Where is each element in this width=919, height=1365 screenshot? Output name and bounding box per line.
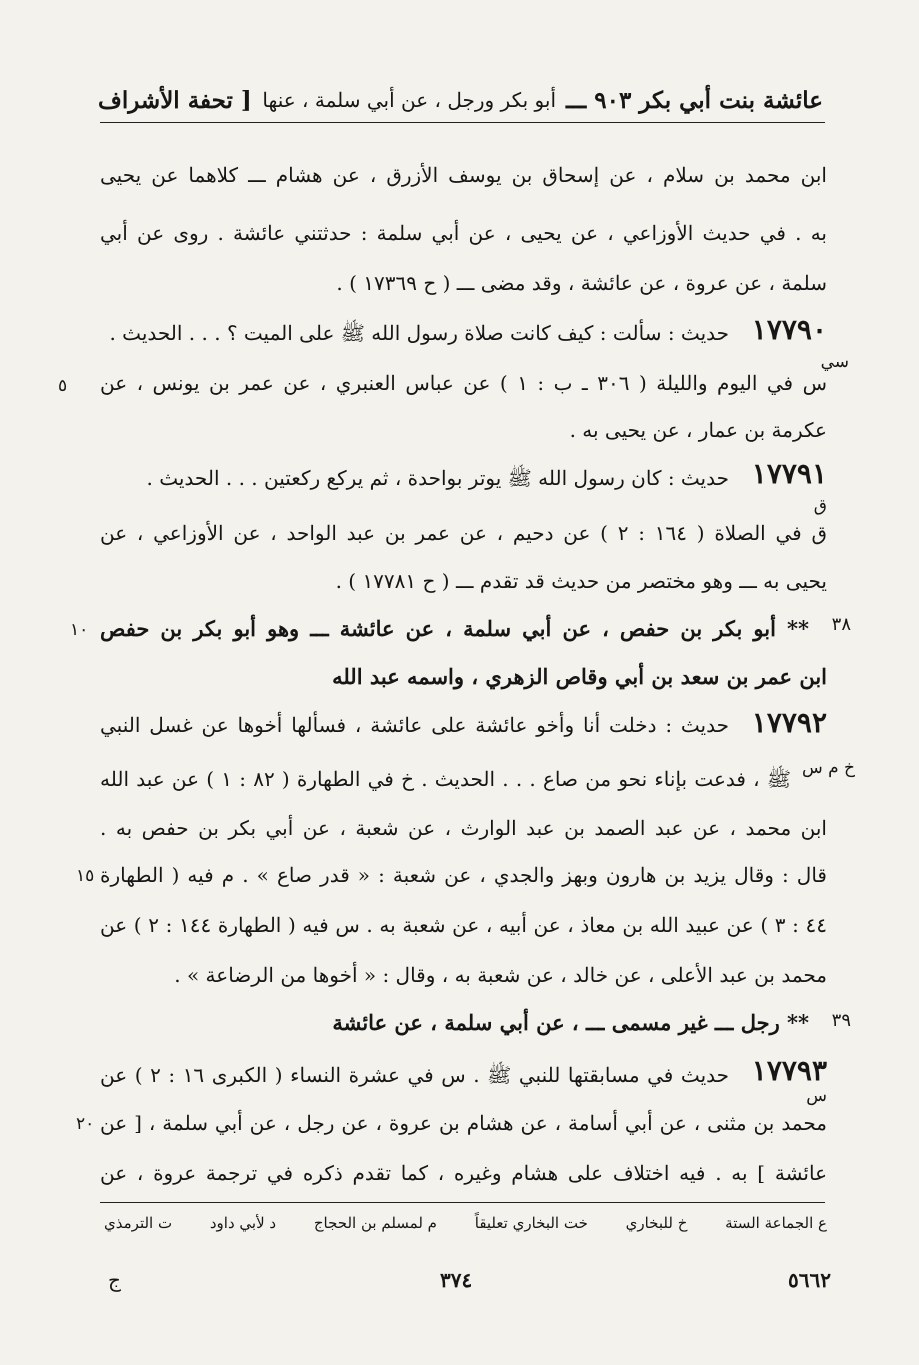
section-marker: ٣٩: [831, 1010, 851, 1031]
legend-item: م لمسلم بن الحجاج: [313, 1214, 437, 1232]
body-line: سلمة ، عن عروة ، عن عائشة ، وقد مضى ـــ ( ح ١٧٣٦٩ ) .: [336, 271, 827, 295]
legend-item: د لأبي داود: [209, 1214, 277, 1232]
volume-number: ٥٦٦٢: [788, 1268, 831, 1292]
header-right: عائشة بنت أبي بكر ٩٠٣ ـــ: [566, 86, 823, 114]
line-number: ٥: [58, 376, 68, 396]
entry-number: ١٧٧٩١: [751, 457, 827, 490]
body-line: ابن محمد بن سلام ، عن إسحاق بن يوسف الأزرق ، عن هشام ـــ كلاهما عن يحيى: [100, 163, 827, 187]
entry-sigla: ق: [813, 496, 827, 516]
legend-item: خت البخاري تعليقاً: [474, 1214, 588, 1232]
entry-line: ق في الصلاة ( ١٦٤ : ٢ ) عن دحيم ، عن عمر بن عبد الواحد ، عن الأوزاعي ، عن: [100, 521, 827, 545]
header-left: [ تحفة الأشراف: [98, 86, 252, 114]
legend-item: ع الجماعة الستة: [725, 1214, 827, 1232]
entry-sigla: سي: [820, 352, 849, 372]
section-marker: ٣٨: [831, 614, 851, 635]
entry-line: حديث : كان رسول الله ﷺ يوتر بواحدة ، ثم يركع ركعتين . . . الحديث .: [146, 466, 729, 490]
entry-line: حديث في مسابقتها للنبي ﷺ . س في عشرة النساء ( الكبرى ١٦ : ٢ ) عن: [100, 1063, 729, 1087]
page-number: ٣٧٤: [440, 1268, 473, 1292]
entry-line: حديث : سألت : كيف كانت صلاة رسول الله ﷺ على الميت ؟ . . . الحديث .: [109, 321, 729, 345]
entry-line: ابن محمد ، عن عبد الصمد بن عبد الوارث ، عن شعبة ، عن أبي بكر بن حفص به .: [100, 816, 827, 840]
entry-line: قال : وقال يزيد بن هارون وبهز والجدي ، عن شعبة : « قدر صاع » . م فيه ( الطهارة: [100, 863, 827, 887]
entry-number: ١٧٧٩٠: [751, 313, 827, 346]
legend-item: خ للبخاري: [625, 1214, 688, 1232]
entry-line: عائشة ] به . فيه اختلاف على هشام وغيره ، كما تقدم ذكره في ترجمة عروة ، عن: [100, 1161, 827, 1185]
entry-line: ﷺ ، فدعت بإناء نحو من صاع . . . الحديث . خ في الطهارة ( ٨٢ : ١ ) عن عبد الله: [100, 767, 791, 791]
legend-item: ت الترمذي: [104, 1214, 173, 1232]
entry-line: محمد بن مثنى ، عن أبي أسامة ، عن هشام بن عروة ، عن رجل ، عن أبي سلمة ، [ عن: [100, 1111, 827, 1135]
running-header: [98, 80, 823, 120]
section-heading-line: ** رجل ـــ غير مسمى ـــ ، عن أبي سلمة ، عن عائشة: [332, 1010, 809, 1035]
line-number: ١٥: [76, 866, 95, 886]
entry-line: ٤٤ : ٣ ) عن عبيد الله بن معاذ ، عن أبيه ، عن شعبة به . س فيه ( الطهارة ١٤٤ : ٢ ) عن: [100, 913, 827, 937]
entry-line: محمد بن عبد الأعلى ، عن خالد ، عن شعبة به ، وقال : « أخوها من الرضاعة » .: [174, 963, 827, 987]
line-number: ٢٠: [76, 1114, 95, 1134]
footer-rule: [100, 1202, 825, 1203]
entry-number: ١٧٧٩٣: [751, 1054, 827, 1087]
body-line: به . في حديث الأوزاعي ، عن يحيى ، عن أبي سلمة : حدثتني عائشة . روى عن أبي: [100, 221, 827, 245]
signature-mark: ج: [108, 1268, 121, 1292]
sigla-legend: [104, 1214, 827, 1232]
entry-line: عكرمة بن عمار ، عن يحيى به .: [569, 418, 827, 442]
header-middle: أبو بكر ورجل ، عن أبي سلمة ، عنها: [262, 88, 556, 112]
section-heading-line: ابن عمر بن سعد بن أبي وقاص الزهري ، واسمه عبد الله: [332, 664, 827, 689]
section-heading-line: ** أبو بكر بن حفص ، عن أبي سلمة ، عن عائشة ـــ وهو أبو بكر بن حفص: [100, 616, 809, 641]
entry-line: حديث : دخلت أنا وأخو عائشة على عائشة ، فسألها أخوها عن غسل النبي: [100, 713, 729, 737]
entry-sigla: خ م س: [801, 758, 855, 778]
entry-number: ١٧٧٩٢: [751, 706, 827, 739]
line-number: ١٠: [70, 620, 89, 640]
header-rule: [100, 122, 825, 123]
entry-sigla: س: [806, 1086, 827, 1106]
entry-line: س في اليوم والليلة ( ٣٠٦ ـ ب : ١ ) عن عباس العنبري ، عن عمر بن يونس ، عن: [100, 371, 827, 395]
entry-line: يحيى به ـــ وهو مختصر من حديث قد تقدم ـــ ( ح ١٧٧٨١ ) .: [335, 569, 827, 593]
